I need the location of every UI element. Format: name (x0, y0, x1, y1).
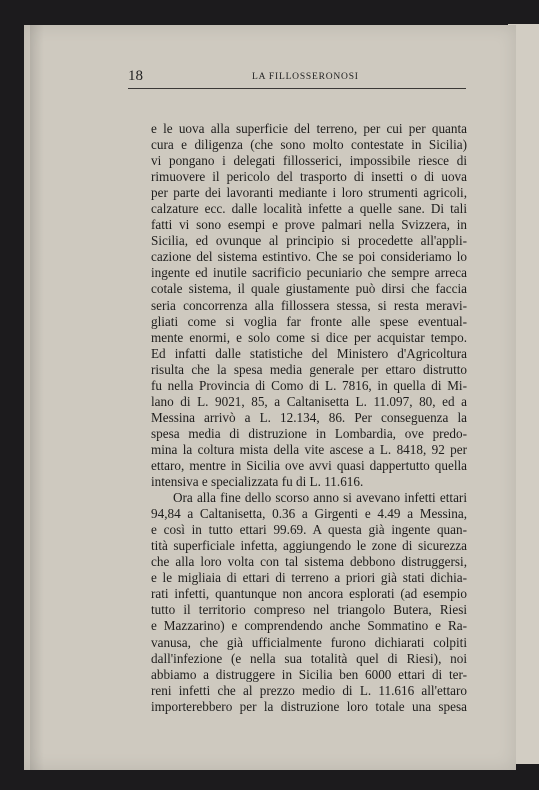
text-line: e Mazzarino) e comprendendo anche Sommatino e Ra- (151, 618, 467, 634)
text-line: mina la coltura mista della vite ascese a L. 8418, 92 per (151, 441, 467, 457)
text-line: vanusa, che già ufficialmente furono dichiarati colpiti (151, 634, 467, 650)
text-line: Sicilia, ed ovunque al principio si procedette all'appli- (151, 233, 467, 249)
page-header (128, 66, 466, 89)
text-line: e le migliaia di ettari di terreno a priori già stati dichia- (151, 570, 467, 586)
text-line: lano di L. 9021, 85, a Caltanisetta L. 11.097, 80, ed a (151, 393, 467, 409)
text-line: Messina arrivò a L. 12.134, 86. Per conseguenza la (151, 409, 467, 425)
text-line: mente enormi, e solo come si dice per acquistar tempo. (151, 329, 467, 345)
text-line: intensiva e specializzata fu di L. 11.616. (151, 474, 364, 490)
text-line: abbiamo a distruggere in Sicilia ben 6000 ettari di ter- (151, 666, 467, 682)
text-line: tutto il territorio compreso nel triangolo Butera, Riesi (151, 602, 467, 618)
text-line: 94,84 a Caltanisetta, 0.36 a Girgenti e 4.49 a Messina, (151, 506, 467, 522)
text-line: e le uova alla superficie del terreno, per cui per quanta (151, 121, 467, 136)
text-line: cura e diligenza (che sono molto contestate in Sicilia) (151, 137, 467, 153)
text-line: per parte dei lavoranti mediante i loro strumenti agricoli, (151, 185, 467, 201)
page-number: 18 (128, 68, 143, 84)
text-line: fatti vi sono esempi e prove palmari nella Svizzera, in (151, 217, 467, 233)
running-head: LA FILLOSSERONOSI (252, 72, 359, 82)
text-line: cotale sistema, il quale giustamente può dirsi che faccia (151, 281, 467, 297)
text-line: ingente ed inutile sacrificio pecuniario che sempre arreca (151, 265, 467, 281)
text-line: Ora alla fine dello scorso anno si avevano infetti ettari (173, 490, 467, 506)
text-line: dall'infezione (e nella sua totalità quel di Riesi), noi (151, 650, 467, 666)
text-line: importerebbero per la distruzione loro totale una spesa (151, 698, 467, 714)
text-line: cazione del sistema estintivo. Che se poi consideriamo lo (151, 249, 467, 265)
text-line: seria concorrenza alla fillossera stessa, si resta meravi- (151, 297, 467, 313)
text-line: spesa media di distruzione in Lombardia, ove predo- (151, 425, 467, 441)
body-text (151, 121, 467, 715)
text-line: e così in tutto ettari 99.69. A questa già ingente quan- (151, 522, 467, 538)
text-line: tità superficiale infetta, aggiungendo le zone di sicurezza (151, 538, 467, 554)
text-line: risulta che la spesa media generale per ettaro distrutto (151, 361, 467, 377)
text-line: rati infetti, quantunque non ancora esplorati (ad esempio (151, 586, 467, 602)
text-line: rimuovere il pericolo del trasporto di insetti o di uova (151, 169, 467, 185)
text-line: calzature ecc. dalle località infette a quelle sane. Di tali (151, 201, 467, 217)
text-line: vi pongano i delegati fillosserici, impossibile riesce di (151, 153, 467, 169)
text-line: gliati come si voglia far fronte alle spese eventual- (151, 313, 467, 329)
text-line: Ed infatti dalle statistiche del Ministero d'Agricoltura (151, 345, 467, 361)
text-line: che alla loro volta con tal sistema debbono distruggersi, (151, 554, 467, 570)
text-line: fu nella Provincia di Como di L. 7816, in quella di Mi- (151, 377, 467, 393)
text-line: ettaro, mentre in Sicilia ove avvi quasi dappertutto quella (151, 457, 467, 473)
text-line: reni infetti che al prezzo medio di L. 11.616 all'ettaro (151, 682, 467, 698)
